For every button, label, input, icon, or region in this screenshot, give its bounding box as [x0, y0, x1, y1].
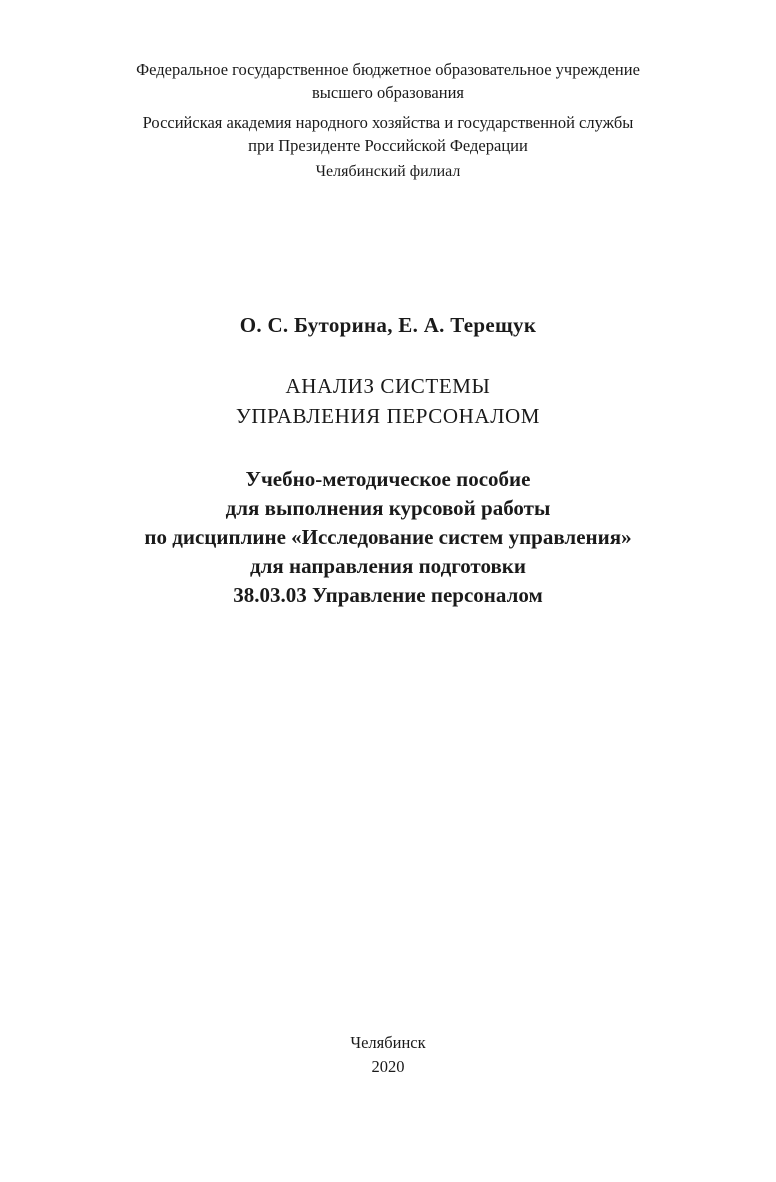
- branch-label: Челябинский филиал: [315, 163, 461, 180]
- authors: [0, 310, 776, 340]
- branch-name: [0, 160, 776, 183]
- institution-line: при Президенте Российской Федерации: [248, 136, 528, 155]
- title-line: АНАЛИЗ СИСТЕМЫ: [285, 374, 491, 398]
- publication-info: [0, 1031, 776, 1079]
- subtitle-line: для выполнения курсовой работы: [225, 496, 551, 520]
- title-line: УПРАВЛЕНИЯ ПЕРСОНАЛОМ: [235, 404, 541, 428]
- spacer: [0, 104, 776, 111]
- authors-line: О. С. Буторина, Е. А. Терещук: [239, 313, 537, 337]
- institution-header: [0, 58, 776, 157]
- publication-year: 2020: [371, 1057, 405, 1076]
- subtitle-line: Учебно-методическое пособие: [245, 467, 531, 491]
- publication-city: Челябинск: [350, 1033, 426, 1052]
- institution-line: Федеральное государственное бюджетное образовательное учреждение: [136, 60, 640, 79]
- institution-line: высшего образования: [312, 83, 464, 102]
- subtitle-line: по дисциплине «Исследование систем управления»: [144, 525, 632, 549]
- document-title: [0, 371, 776, 431]
- institution-line: Российская академия народного хозяйства и государственной службы: [142, 113, 634, 132]
- subtitle-line: для направления подготовки: [249, 554, 526, 578]
- document-subtitle: [0, 465, 776, 610]
- subtitle-line: 38.03.03 Управление персоналом: [233, 583, 543, 607]
